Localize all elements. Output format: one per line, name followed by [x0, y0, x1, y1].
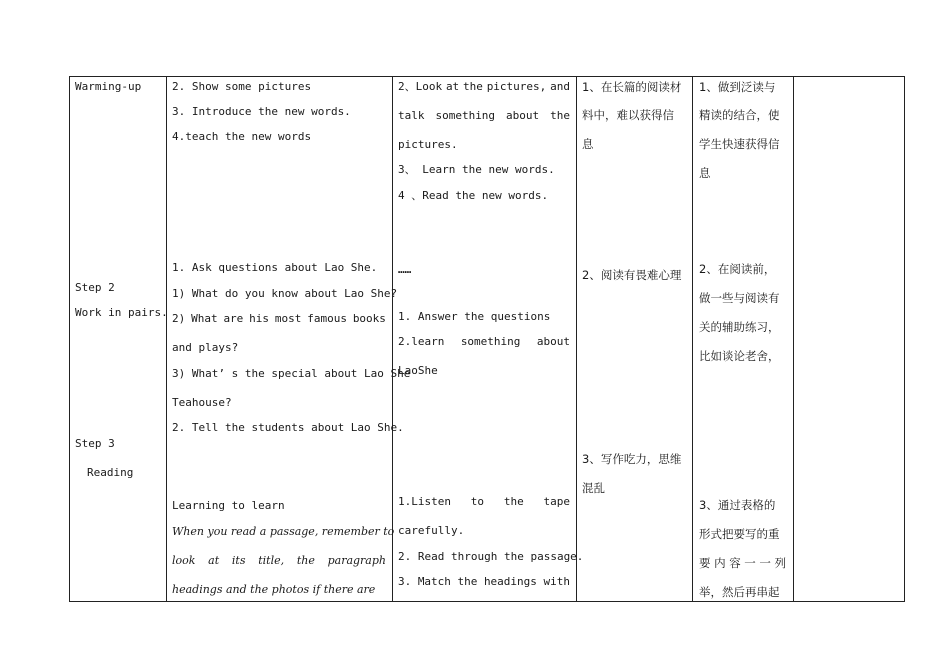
student-line: 2. Read through the passage.	[398, 550, 584, 563]
table-left-border	[69, 76, 70, 602]
tip-line: headings and the photos if there are	[172, 583, 376, 596]
teacher-line: and plays?	[172, 341, 239, 354]
teacher-line: 3) What’ s the special about Lao She	[172, 367, 411, 380]
step-2-activity: Work in pairs.	[75, 306, 168, 319]
strategy-line: 形式把要写的重	[699, 527, 780, 541]
strategy-line: 3、通过表格的	[699, 498, 776, 512]
tip-line: When you read a passage, remember to	[172, 525, 395, 538]
problem-line: 1、在长篇的阅读材	[582, 80, 682, 94]
teacher-line: 1. Ask questions about Lao She.	[172, 261, 378, 274]
step-3-label: Step 3	[75, 437, 115, 450]
column-divider	[692, 76, 693, 602]
strategy-line-justified: 要 内 容 一 一 列	[699, 556, 786, 570]
teacher-line: 4.teach the new words	[172, 130, 312, 143]
teacher-line: 2. Tell the students about Lao She.	[172, 421, 404, 434]
student-line: pictures.	[398, 138, 458, 151]
column-divider	[166, 76, 167, 602]
table-right-border	[904, 76, 905, 602]
student-line: LaoShe	[398, 364, 438, 377]
column-divider	[793, 76, 794, 602]
teacher-line-justified: 2) What are his most famous books	[172, 312, 386, 325]
ellipsis: ……	[398, 263, 412, 276]
step-warmup: Warming-up	[75, 80, 142, 93]
strategy-line: 做一些与阅读有	[699, 291, 780, 305]
strategy-line: 学生快速获得信	[699, 137, 780, 151]
strategy-line: 比如谈论老舍，	[699, 349, 780, 363]
teacher-line: 1) What do you know about Lao She?	[172, 287, 398, 300]
student-line: 4 、Read the new words.	[398, 189, 549, 202]
student-line: 1. Answer the questions	[398, 310, 551, 323]
problem-line: 混乱	[582, 481, 605, 495]
problem-line: 息	[582, 137, 594, 151]
student-line-justified: 2.learn something about	[398, 335, 570, 348]
student-line-justified: 1.Listen to the tape	[398, 495, 570, 508]
student-line-justified: 2、Look at the pictures, and	[398, 80, 570, 93]
teacher-line: Teahouse?	[172, 396, 232, 409]
strategy-line: 精读的结合，使	[699, 108, 780, 122]
student-line-justified: 3. Match the headings with	[398, 575, 570, 588]
problem-line: 3、写作吃力，思维	[582, 452, 682, 466]
strategy-line: 1、做到泛读与	[699, 80, 776, 94]
tip-line-justified: look at its title, the paragraph	[172, 554, 386, 567]
column-divider	[576, 76, 577, 602]
strategy-line: 2、在阅读前，	[699, 262, 776, 276]
learning-to-learn-heading: Learning to learn	[172, 499, 285, 512]
student-line-justified: talk something about the	[398, 109, 570, 122]
problem-line: 2、阅读有畏难心理	[582, 268, 682, 282]
problem-line: 料中，难以获得信	[582, 108, 674, 122]
table-bottom-border	[69, 601, 905, 602]
column-divider	[392, 76, 393, 602]
teacher-line: 2. Show some pictures	[172, 80, 312, 93]
student-line: 3、 Learn the new words.	[398, 163, 555, 176]
student-line: carefully.	[398, 524, 465, 537]
step-3-activity: Reading	[87, 466, 134, 479]
teacher-line: 3. Introduce the new words.	[172, 105, 351, 118]
strategy-line: 举，然后再串起	[699, 585, 780, 599]
strategy-line: 关的辅助练习，	[699, 320, 780, 334]
step-2-label: Step 2	[75, 281, 115, 294]
strategy-line: 息	[699, 166, 711, 180]
table-top-border	[69, 76, 905, 77]
